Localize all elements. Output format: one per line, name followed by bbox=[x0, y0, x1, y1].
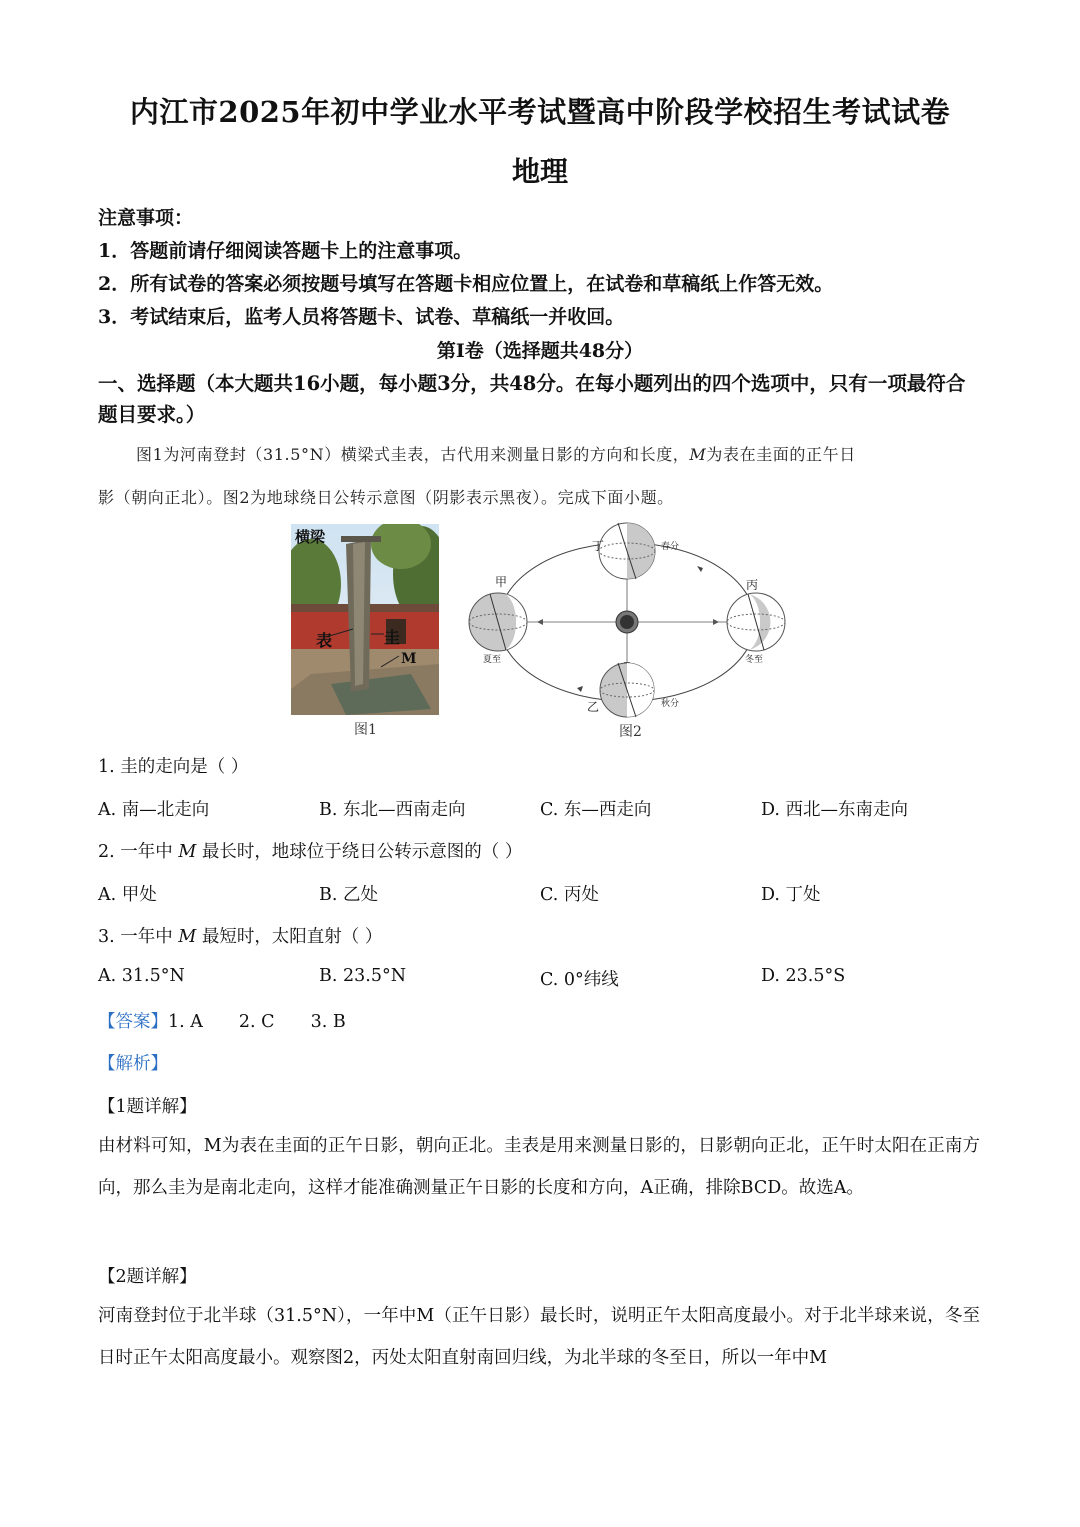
exam-subject: 地理 bbox=[511, 155, 568, 188]
intro-line-2: 影（朝向正北）。图2为地球绕日公转示意图（阴影表示黑夜）。完成下面小题。 bbox=[98, 488, 674, 507]
notice-item: 2．所有试卷的答案必须按题号填写在答题卡相应位置上，在试卷和草稿纸上作答无效。 bbox=[98, 273, 834, 295]
q1-option-b: B. 东北—西南走向 bbox=[319, 800, 466, 820]
answer-3: 3. B bbox=[310, 1012, 346, 1032]
label-jia: 甲 bbox=[495, 575, 508, 589]
answer-2: 2. C bbox=[238, 1012, 275, 1032]
exam-title: 内江市2025年初中学业水平考试暨高中阶段学校招生考试试卷 bbox=[129, 95, 951, 129]
label-summer: 夏至 bbox=[483, 655, 502, 665]
detail-2-text: 河南登封位于北半球（31.5°N），一年中M（正午日影）最长时，说明正午太阳高度最小。对于北半球来说，冬至日时正午太阳高度最小。观察图2，丙处太阳直射南回归线，为北半球的冬至日，所以一年中M bbox=[98, 1306, 980, 1368]
analysis-label: 【解析】 bbox=[98, 1054, 168, 1074]
part-heading: 第Ⅰ卷（选择题共48分） bbox=[436, 340, 644, 362]
notice-heading: 注意事项： bbox=[98, 207, 194, 229]
detail-2-heading: 【2题详解】 bbox=[98, 1267, 197, 1287]
q1-option-d: D. 西北—东南走向 bbox=[761, 800, 909, 820]
label-m: M bbox=[401, 651, 417, 667]
label-yi: 乙 bbox=[587, 700, 600, 714]
q3-option-a: A. 31.5°N bbox=[98, 966, 185, 986]
detail-1-text: 由材料可知，M为表在圭面的正午日影，朝向正北。圭表是用来测量日影的，日影朝向正北，正午时太阳在正南方向，那么圭为是南北走向，这样才能准确测量正午日影的长度和方向，A正确，排除BCD。故选A。 bbox=[98, 1136, 980, 1198]
section-heading: 一、选择题（本大题共16小题，每小题3分，共48分。在每小题列出的四个选项中，只有一项最符合题目要求。） bbox=[98, 372, 966, 426]
answer-1: 1. A bbox=[168, 1012, 203, 1032]
notice-item: 1．答题前请仔细阅读答题卡上的注意事项。 bbox=[98, 240, 473, 262]
figure-2-caption: 图2 bbox=[619, 724, 642, 740]
q3-option-c: C. 0°纬线 bbox=[540, 970, 619, 990]
label-winter: 冬至 bbox=[745, 655, 764, 665]
label-spring: 春分 bbox=[661, 542, 680, 552]
answer-line bbox=[98, 1008, 346, 1033]
q2-option-b: B. 乙处 bbox=[319, 885, 378, 905]
figure-1-caption: 图1 bbox=[354, 722, 377, 738]
label-biao: 表 bbox=[316, 631, 333, 650]
label-gui: 圭 bbox=[384, 628, 401, 647]
label-beam: 横梁 bbox=[295, 528, 326, 546]
question-2-stem: 2. 一年中 M 最长时，地球位于绕日公转示意图的（ ） bbox=[98, 842, 523, 862]
label-ding: 丁 bbox=[592, 539, 605, 553]
figure-1-photo bbox=[291, 524, 439, 715]
label-autumn: 秋分 bbox=[661, 699, 680, 709]
q2-option-a: A. 甲处 bbox=[98, 885, 157, 905]
notice-item: 3．考试结束后，监考人员将答题卡、试卷、草稿纸一并收回。 bbox=[98, 306, 625, 328]
q1-option-a: A. 南—北走向 bbox=[98, 800, 210, 820]
question-3-stem: 3. 一年中 M 最短时，太阳直射（ ） bbox=[98, 927, 383, 947]
label-bing: 丙 bbox=[746, 578, 759, 592]
question-1-stem: 1. 圭的走向是（ ） bbox=[98, 757, 249, 777]
answer-label: 【答案】 bbox=[98, 1012, 168, 1032]
detail-1-heading: 【1题详解】 bbox=[98, 1097, 197, 1117]
q2-option-c: C. 丙处 bbox=[540, 885, 599, 905]
q1-option-c: C. 东—西走向 bbox=[540, 800, 652, 820]
q3-option-b: B. 23.5°N bbox=[319, 966, 407, 986]
q3-option-d: D. 23.5°S bbox=[761, 966, 846, 986]
figure-2-orbit-diagram bbox=[465, 518, 787, 718]
intro-line-1: 图1为河南登封（31.5°N）横梁式圭表，古代用来测量日影的方向和长度，M为表在圭面的正午日 bbox=[136, 445, 856, 464]
q2-option-d: D. 丁处 bbox=[761, 885, 821, 905]
